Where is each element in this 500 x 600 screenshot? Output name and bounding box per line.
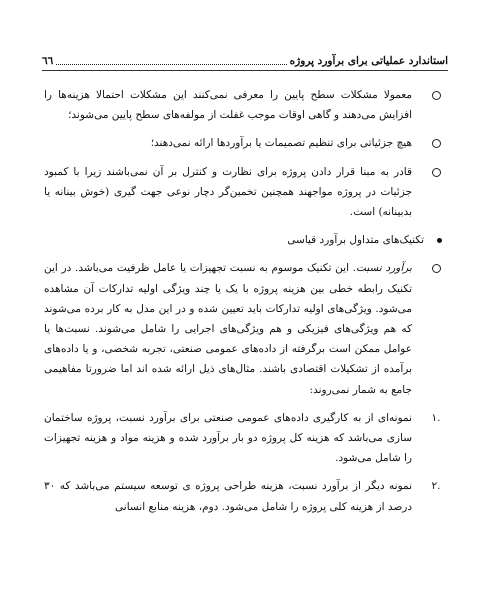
term-label: برآورد نسبت. — [352, 262, 412, 275]
item-number: .٢ — [431, 480, 441, 493]
page-number: ٦٦ — [42, 55, 54, 67]
list-item — [44, 258, 446, 399]
list-item — [44, 85, 446, 125]
hollow-circle-bullet-icon — [426, 162, 446, 184]
filled-dot-bullet-icon — [434, 230, 444, 250]
list-item-text: قادر به مبنا قرار دادن پروژه برای نظارت و کنترل بر آن نمی‌باشند زیرا با کمبود جزئیات در پروژه مواجهند همچنین تخمین‌گر دچار نوعی جهت گیری (خوش بینانه یا بدبینانه) است. — [44, 165, 412, 219]
list-item-text: هیچ جزئیاتی برای تنظیم تصمیمات یا برآوردها ارائه نمی‌دهند؛ — [150, 137, 412, 150]
hollow-circle-bullet-icon — [426, 85, 446, 107]
page-body — [44, 85, 446, 525]
list-item — [44, 133, 446, 153]
section-heading: تکنیک‌های متداول برآورد قیاسی — [287, 234, 424, 247]
running-header — [42, 50, 448, 68]
numbered-item — [44, 476, 446, 516]
hollow-circle-bullet-icon — [426, 258, 446, 280]
list-item-text: این تکنیک موسوم به نسبت تجهیزات یا عامل ظرفیت می‌باشد. در این تکنیک رابطه خطی بین هزینه پروژه با یک یا چند ویژگی اولیه تدارکات آن مشاهده می‌شود. ویژگی‌های اولیه تدارکات باید تعیین شده و در این مدل به کار برده می‌شوند که هم ویژگی‌های فیزیکی و هم ویژگی‌های اجرایی را شامل می‌شوند. نسبت‌ها یا عوامل ممکن است برگرفته از داده‌های عمومی صنعتی، تجربه شخصی، و یا داده‌های برآمده از تشکیلات اقتصادی باشند. مثال‌های ذیل ارائه شده اند اما ضرورتا مفاهیمی جامع به شمار نمی‌روند: — [44, 262, 412, 396]
numbered-item-text: نمونه‌ای از به کارگیری داده‌های عمومی صنعتی برای برآورد نسبت، پروژه ساختمان سازی می‌باشد که هزینه کل پروژه دو بار برآورد شده و هزینه مواد و هزینه تجهیزات را شامل می‌شود. — [44, 411, 412, 465]
section-heading-item — [44, 230, 446, 250]
numbered-item — [44, 408, 446, 469]
header-title: استاندارد عملیاتی برای برآورد پروژه — [289, 55, 448, 67]
numbered-item-text: نمونه دیگر از برآورد نسبت، هزینه طراحی پروژه ی توسعه سیستم می‌باشد که ٣٠ درصد از هزینه کلی پروژه را شامل می‌شود. دوم، هزینه منابع انسانی — [44, 480, 412, 513]
header-rule — [42, 70, 448, 71]
hollow-circle-bullet-icon — [426, 133, 446, 155]
list-item-text: معمولا مشکلات سطح پایین را معرفی نمی‌کنند این مشکلات احتمالا هزینه‌ها را افزایش می‌دهند و گاهی اوقات موجب غفلت از مولفه‌های سطح پایین می‌شوند؛ — [44, 89, 412, 122]
list-item — [44, 162, 446, 223]
header-leader-dots — [56, 64, 286, 65]
item-number: .١ — [431, 411, 441, 424]
